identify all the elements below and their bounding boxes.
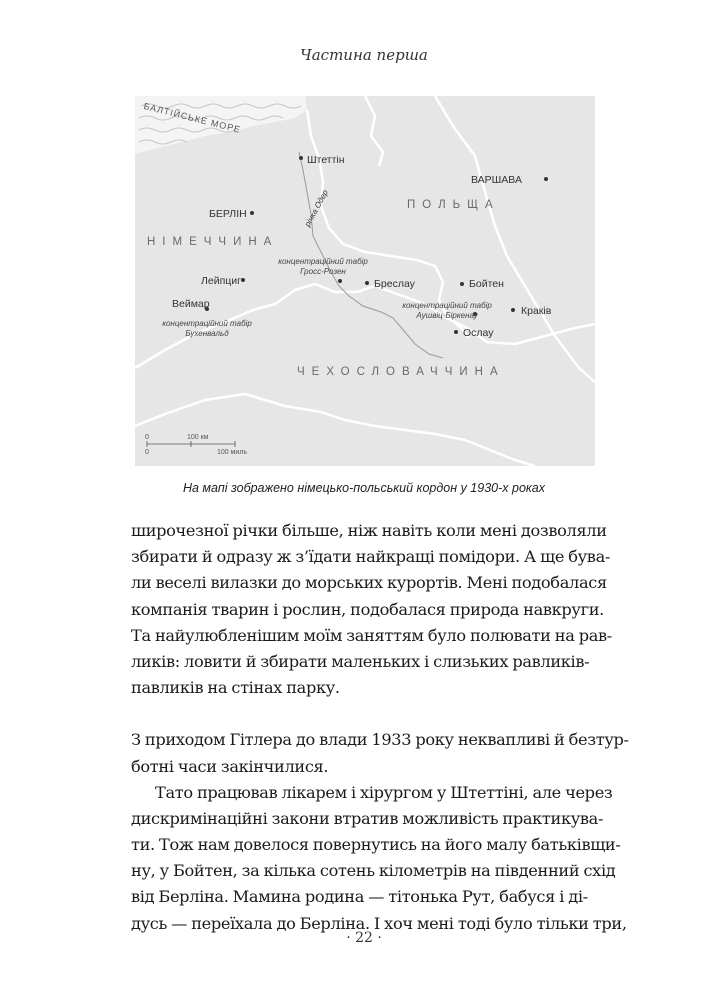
text-line: ли веселі вилазки до морських курортів. Мені подобалася (131, 573, 607, 593)
scale-zero-mi: 0 (145, 449, 149, 456)
map-label-berlin: БЕРЛІН (209, 208, 247, 220)
city-dot-leipzig (241, 278, 245, 282)
text-line: Тато працював лікарем і хірургом у Штеттіні, але через (155, 782, 613, 802)
text-line: дусь — переїхала до Берліна. І хоч мені тоді було тільки три, (131, 913, 627, 933)
border-east (435, 96, 595, 382)
city-dot-beuthen (460, 282, 464, 286)
map-label-leipzig: Лейпциг (201, 275, 241, 287)
text-line: Та найулюбленішим моїм заняттям було полювати на рав- (131, 625, 612, 645)
city-dot-warsaw (544, 177, 548, 181)
text-line: ти. Тож нам довелося повернутись на його малу батьківщи- (131, 835, 621, 855)
text-line: дискримінаційні закони втратив можливість практикува- (131, 808, 604, 828)
map-label-krakow: Краків (521, 305, 552, 317)
map-label-germany: НІМЕЧЧИНА (147, 236, 279, 248)
camp-label-line: Аушвіц-Біркенау (416, 311, 478, 320)
map-label-beuthen: Бойтен (469, 278, 504, 290)
text-line: від Берліна. Мамина родина — тітонька Рут, бабуся і ді- (131, 887, 588, 907)
city-dot-oswiecim (454, 330, 458, 334)
text-line: ликів: ловити й збирати маленьких і слизьких равликів- (131, 651, 590, 671)
text-line: компанія тварин і рослин, подобалася природа навкруги. (131, 599, 604, 619)
scale-bar (147, 441, 235, 447)
city-dot-krakow (511, 308, 515, 312)
page-number: · 22 · (346, 930, 382, 946)
body-text (131, 518, 629, 937)
text-line: ну, у Бойтен, за кілька сотень кілометрів на південний схід (131, 861, 616, 881)
map-label-czechoslovakia: ЧЕХОСЛОВАЧЧИНА (297, 366, 505, 378)
city-dot-breslau (365, 281, 369, 285)
map-label-warsaw: ВАРШАВА (471, 174, 522, 186)
map-label-oswiecim: Ослау (463, 327, 494, 339)
map-label-poland: ПОЛЬЩА (407, 199, 500, 211)
map-label-breslau: Бреслау (374, 278, 415, 290)
border-southern (135, 394, 535, 466)
map-label-auschwitz (387, 301, 507, 321)
map-label-weimar: Веймар (172, 298, 210, 310)
camp-label-line: концентраційний табір (402, 301, 492, 310)
oder-river (299, 152, 443, 358)
scale-label-km: 100 км (187, 434, 209, 441)
city-dot-berlin (250, 211, 254, 215)
text-line: ботні часи закінчилися. (131, 756, 329, 776)
map-label-oder: річка Одер (303, 188, 330, 229)
text-line: широчезної річки більше, ніж навіть коли мені дозволяли (131, 521, 607, 540)
paragraph-gap (131, 701, 597, 727)
city-dot-gross-rosen (338, 279, 342, 283)
running-head: Частина перша (300, 46, 428, 64)
map-label-stettin: Штеттін (307, 154, 345, 166)
camp-label-line: концентраційний табір (278, 257, 368, 266)
camp-label-line: Бухенвальд (185, 329, 229, 338)
city-dot-stettin (299, 156, 303, 160)
text-line: збирати й одразу ж з’їдати найкращі помідори. А ще бува- (131, 547, 610, 567)
camp-label-line: концентраційний табір (162, 319, 252, 328)
border-poland-west (365, 96, 383, 166)
figure-caption: На мапі зображено німецько-польський кордон у 1930-х роках (182, 481, 545, 495)
scale-label-mi: 100 миль (217, 449, 248, 456)
map-label-buchenwald (147, 319, 267, 339)
text-line: павликів на стінах парку. (131, 678, 340, 698)
map-label-baltic-sea: БАЛТІЙСЬКЕ МОРЕ (142, 101, 242, 135)
map-figure (135, 96, 595, 466)
camp-label-line: Гросс-Розен (300, 267, 346, 276)
scale-zero-km: 0 (145, 434, 149, 441)
text-line: З приходом Гітлера до влади 1933 року неквапливі й безтур- (131, 730, 629, 750)
map-label-gross-rosen (263, 257, 383, 277)
